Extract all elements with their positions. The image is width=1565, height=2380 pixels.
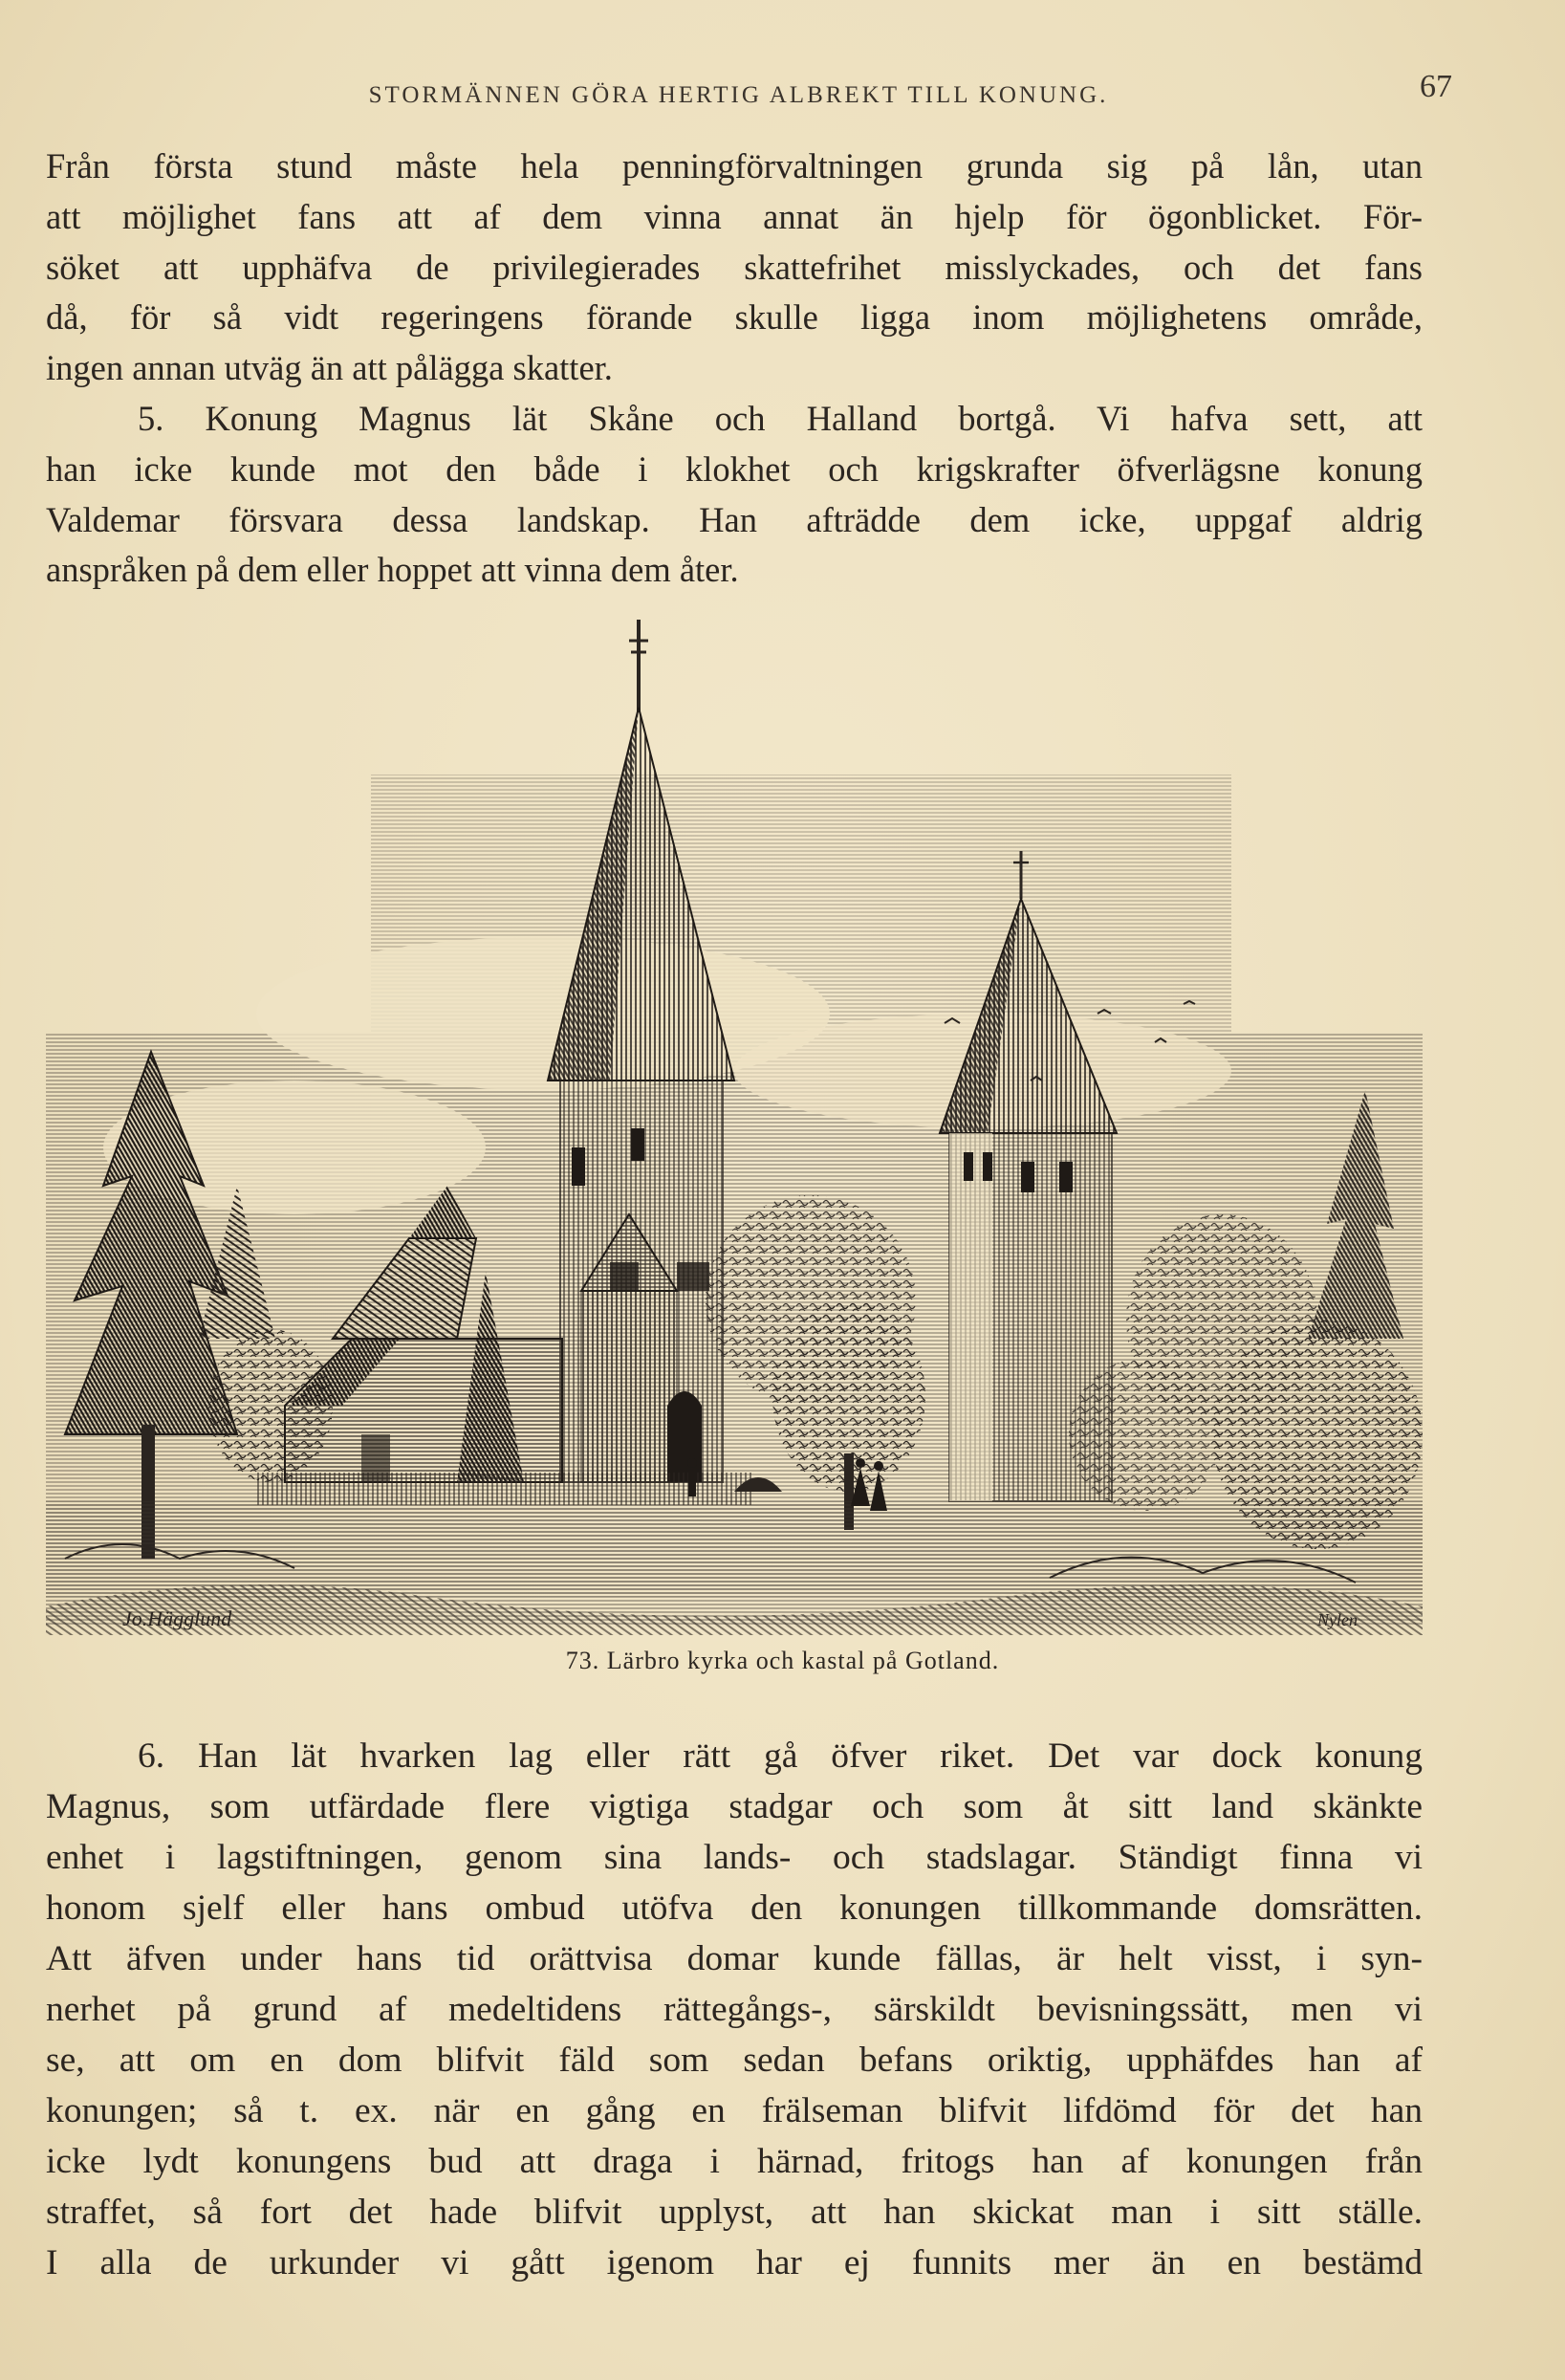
text-line: nerhet på grund af medeltidens rättegångs-, särskildt bevisningssätt, men vi <box>46 1990 1423 2029</box>
text-line: I alla de urkunder vi gått igenom har ej funnits mer än en bestämd <box>46 2243 1423 2282</box>
running-title: STORMÄNNEN GÖRA HERTIG ALBREKT TILL KONUNG. <box>368 82 1109 108</box>
paragraph-2 <box>46 394 1423 596</box>
text-line: anspråken på dem eller hoppet att vinna dem åter. <box>46 550 739 590</box>
text-line: straffet, så fort det hade blifvit upplyst, att han skickat man i sitt ställe. <box>46 2193 1423 2232</box>
paragraph-1 <box>46 142 1423 394</box>
text-line: att möjlighet fans att af dem vinna annat än hjelp för ögonblicket. För- <box>46 196 1423 236</box>
page-number: 67 <box>1420 69 1452 104</box>
text-line: Att äfven under hans tid orättvisa domar kunde fällas, är helt visst, i syn- <box>46 1939 1423 1978</box>
text-line: Valdemar försvara dessa landskap. Han afträdde dem icke, uppgaf aldrig <box>46 499 1423 539</box>
engraver-signature-right: Nylen <box>1317 1610 1358 1629</box>
text-line: enhet i lagstiftningen, genom sina lands- och stadslagar. Ständigt finna vi <box>46 1838 1423 1877</box>
text-line: ingen annan utväg än att pålägga skatter. <box>46 348 613 388</box>
engraver-signature-left: Jo.Hägglund <box>122 1606 232 1630</box>
text-line: Magnus, som utfärdade flere vigtiga stadgar och som åt sitt land skänkte <box>46 1787 1423 1826</box>
text-line: icke lydt konungens bud att draga i härnad, fritogs han af konungen från <box>46 2142 1423 2181</box>
text-line: söket att upphäfva de privilegierades skattefrihet misslyckades, och det fans <box>46 247 1423 287</box>
text-line: se, att om en dom blifvit fäld som sedan befans oriktig, upphäfdes han af <box>46 2041 1423 2080</box>
text-line: konungen; så t. ex. när en gång en frälseman blifvit lifdömd för det han <box>46 2091 1423 2130</box>
text-line: då, för så vidt regeringens förande skulle ligga inom möjlighetens område, <box>46 297 1423 338</box>
text-line: han icke kunde mot den både i klokhet och krigskrafter öfverlägsne konung <box>46 448 1423 489</box>
paragraph-3 <box>46 1731 1423 2288</box>
figure-caption: 73. Lärbro kyrka och kastal på Gotland. <box>565 1647 1000 1674</box>
text-line: 6. Han lät hvarken lag eller rätt gå öfver riket. Det var dock konung <box>138 1736 1423 1776</box>
engraving-larbro-church <box>46 612 1423 1645</box>
text-line: honom sjelf eller hans ombud utöfva den konungen tillkommande domsrätten. <box>46 1889 1423 1928</box>
text-line: 5. Konung Magnus lät Skåne och Halland bortgå. Vi hafva sett, att <box>138 399 1423 438</box>
text-line: Från första stund måste hela penningförvaltningen grunda sig på lån, utan <box>46 146 1423 186</box>
